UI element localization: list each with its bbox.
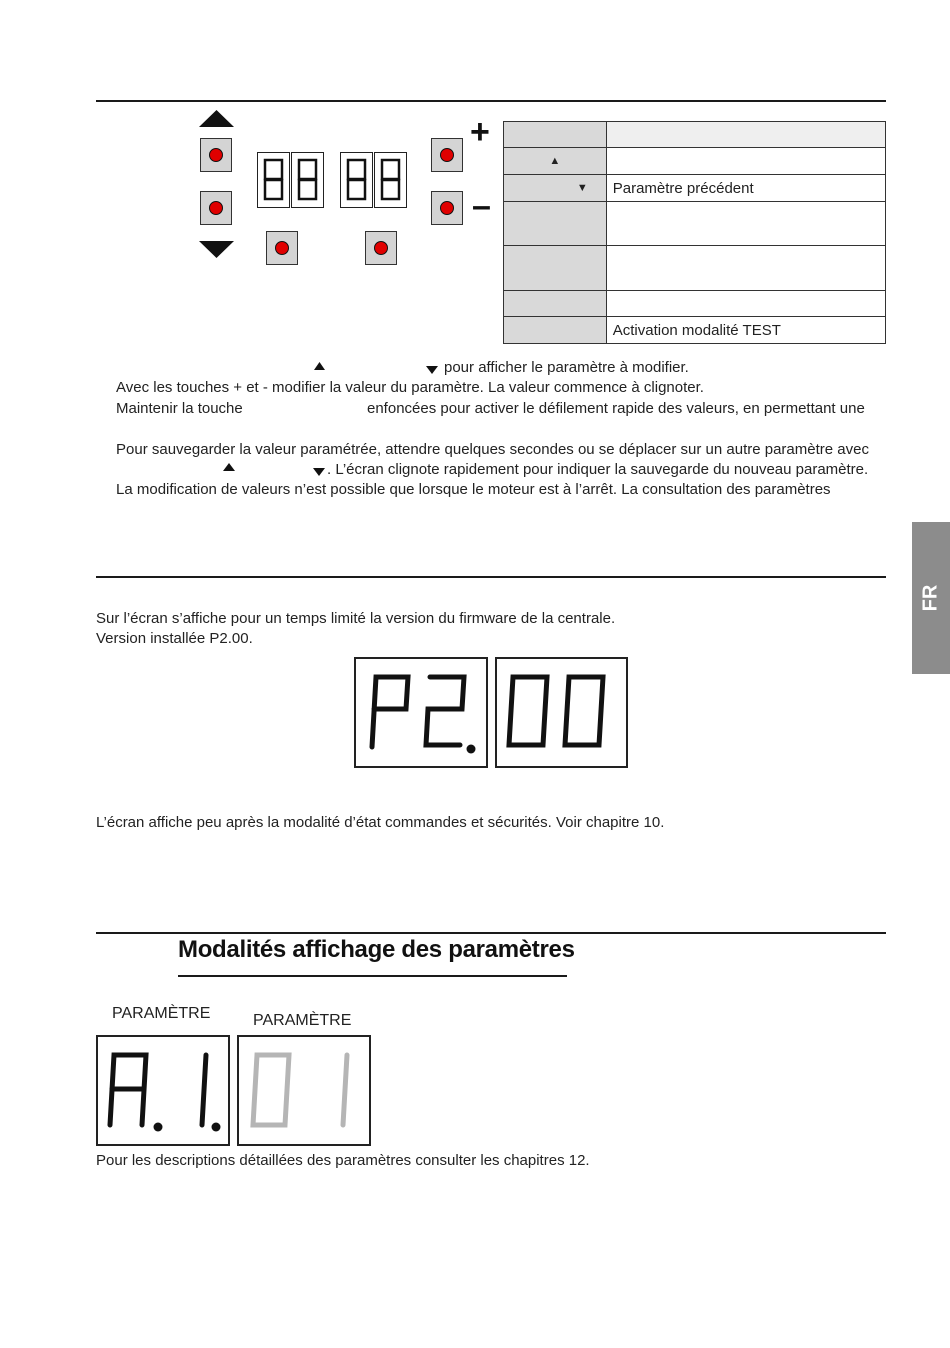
instruction-line-3-end: enfoncées pour activer le défilement rapide des valeurs, en permettant une: [367, 400, 865, 417]
plus-symbol: +: [470, 113, 490, 151]
table-key-cell: [504, 202, 607, 246]
menu-button-right[interactable]: [365, 231, 397, 265]
table-key-cell: [504, 291, 607, 317]
table-row: [504, 122, 886, 148]
table-value-cell: [606, 148, 885, 175]
display-digit-2: [291, 152, 324, 208]
minus-symbol: –: [472, 187, 491, 225]
instruction-line-3-start: Maintenir la touche: [116, 400, 243, 417]
table-key-cell: [504, 122, 607, 148]
instruction-line-5: . L’écran clignote rapidement pour indiquer la sauvegarde du nouveau paramètre.: [327, 461, 869, 478]
display-digit-1: [257, 152, 290, 208]
table-value-cell: [606, 291, 885, 317]
firmware-text-1: Sur l’écran s’affiche pour un temps limité la version du firmware de la centrale.: [96, 610, 616, 627]
firmware-after-text: L’écran affiche peu après la modalité d’état commandes et sécurités. Voir chapitre 10.: [96, 814, 665, 831]
up-button[interactable]: [200, 138, 232, 172]
instruction-line-6: La modification de valeurs n’est possible que lorsque le moteur est à l’arrêt. La consultation des paramètres: [116, 481, 831, 498]
title-underline: [178, 975, 567, 977]
firmware-display-right: [495, 657, 628, 768]
table-key-cell: [504, 317, 607, 344]
top-rule: [96, 100, 886, 102]
table-key-cell: [504, 246, 607, 291]
display-digit-3: [340, 152, 373, 208]
small-down-arrow-icon: [313, 468, 325, 476]
parameter-label-left: PARAMÈTRE: [112, 1005, 211, 1022]
parameter-display-left: [96, 1035, 230, 1146]
table-row: [504, 175, 886, 202]
small-up-arrow-icon: [223, 463, 235, 471]
section-rule: [96, 576, 886, 578]
firmware-text-2: Version installée P2.00.: [96, 630, 253, 647]
up-arrow-icon: [199, 110, 234, 128]
down-button[interactable]: [200, 191, 232, 225]
down-arrow-icon: [199, 241, 234, 259]
small-down-arrow-icon: [426, 366, 438, 374]
table-value-cell: [606, 246, 885, 291]
display-digit-4: [374, 152, 407, 208]
minus-button[interactable]: [431, 191, 463, 225]
language-tab-label: FR: [919, 584, 942, 612]
table-row: [504, 291, 886, 317]
language-side-tab: [912, 522, 950, 674]
table-value-cell: Paramètre précédent: [606, 175, 885, 202]
instruction-line-2: Avec les touches + et - modifier la valeur du paramètre. La valeur commence à clignoter.: [116, 379, 704, 396]
instruction-line-4: Pour sauvegarder la valeur paramétrée, attendre quelques secondes ou se déplacer sur un autre paramètre avec: [116, 441, 869, 458]
section-rule: [96, 932, 886, 934]
table-row: [504, 148, 886, 175]
key-function-table: [503, 121, 886, 344]
instruction-line-1: pour afficher le paramètre à modifier.: [444, 359, 689, 376]
parameter-label-right: PARAMÈTRE: [253, 1012, 352, 1029]
parameters-footer: Pour les descriptions détaillées des paramètres consulter les chapitres 12.: [96, 1152, 590, 1169]
plus-button[interactable]: [431, 138, 463, 172]
table-row: [504, 246, 886, 291]
firmware-display-left: [354, 657, 488, 768]
table-key-cell: ▼: [504, 175, 607, 202]
small-up-arrow-icon: [314, 362, 325, 370]
table-row: [504, 202, 886, 246]
table-value-cell: [606, 122, 885, 148]
table-row: [504, 317, 886, 344]
table-key-cell: ▲: [504, 148, 607, 175]
menu-button-left[interactable]: [266, 231, 298, 265]
section-title: Modalités affichage des paramètres: [178, 936, 575, 963]
table-value-cell: [606, 202, 885, 246]
table-value-cell: Activation modalité TEST: [606, 317, 885, 344]
parameter-display-right: [237, 1035, 371, 1146]
